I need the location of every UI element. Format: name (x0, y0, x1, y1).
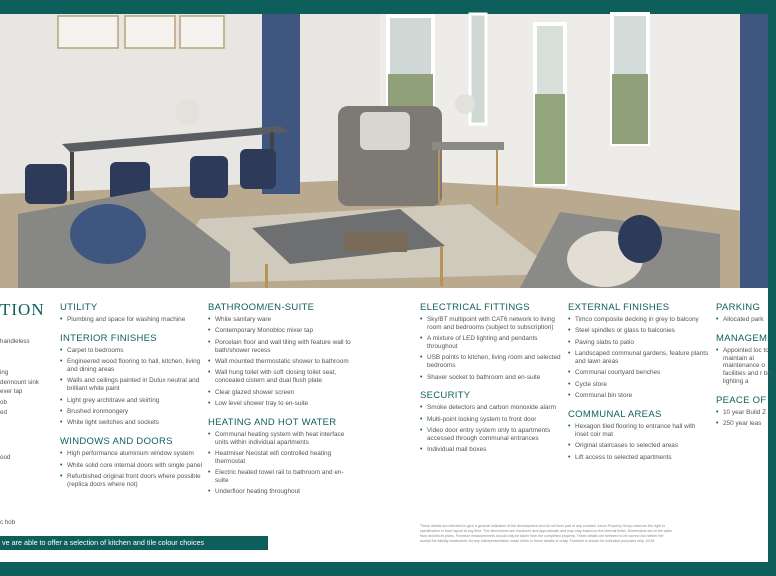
column-external (568, 302, 710, 465)
disclaimer (420, 524, 768, 544)
list-item: • A mixture of LED lighting and pendants throughout (420, 335, 562, 351)
list-item: • Heatmiser Neostat wifi controlled heating thermostat (208, 450, 354, 466)
list-electrical (420, 316, 562, 381)
list-communal (568, 423, 710, 461)
list-item: • Wall hung toilet with soft closing toilet seat, concealed cistern and dual flush plate (208, 369, 354, 385)
list-item: • Appointed loc to maintain al maintenance o facilities and r bin, lighting a (716, 347, 776, 386)
column-parking (716, 302, 775, 432)
list-item: • Porcelain floor and wall tiling with feature wall to bath/shower recess (208, 339, 354, 355)
list-item: • Communal bin store (568, 392, 710, 400)
list-item: • Multi-point locking system to front door (420, 416, 562, 424)
heading-electrical-fittings: ELECTRICAL FITTINGS (420, 302, 530, 313)
list-item: • Communal heating system with heat interface units within individual apartments (208, 431, 354, 447)
heading-bathroom-en-suite: BATHROOM/EN-SUITE (208, 302, 315, 313)
fragment-line: ing (0, 369, 9, 376)
list-item: • Walls and ceilings painted in Dulux neutral and brilliant white paint (60, 377, 202, 393)
list-item: • Low level shower tray to en-suite (208, 400, 354, 408)
list-item: • Wall mounted thermostatic shower to bathroom (208, 358, 354, 366)
list-item: • White light switches and sockets (60, 419, 202, 427)
list-external (568, 316, 710, 400)
heading-security: SECURITY (420, 390, 471, 402)
bottom-band (0, 562, 768, 576)
list-item: • Clear glazed shower screen (208, 389, 354, 397)
list-item: • High performance aluminium window system (60, 450, 202, 458)
list-item: • Electric heated towel rail to bathroom and en-suite (208, 469, 354, 485)
list-item: • Communal courtyard benches (568, 369, 710, 377)
list-heating (208, 431, 354, 496)
list-item: • Sky/BT multipoint with CAT6 network to living room and bedrooms (subject to subscription) (420, 316, 562, 332)
list-item: • Carpet to bedrooms (60, 347, 202, 355)
list-item: • Landscaped communal gardens, feature plants and lawn areas (568, 350, 710, 366)
list-management (716, 346, 775, 386)
heading-interior-finishes: INTERIOR FINISHES (60, 332, 157, 344)
heading-management: MANAGEME (716, 332, 774, 344)
room-illustration (0, 14, 768, 288)
list-item: • Original staircases to selected areas (568, 442, 710, 450)
list-item: • Timco composite decking in grey to balcony (568, 316, 710, 324)
fragment-line: ed (0, 409, 7, 416)
fragment-line: dermount sink (0, 379, 39, 386)
list-interior-finishes (60, 347, 202, 427)
room-illustration-graphic (0, 14, 768, 288)
list-item: • Steel spindles or glass to balconies (568, 327, 710, 335)
fragment-line: ob (0, 399, 7, 406)
fragment-line: handleless (0, 338, 30, 345)
heading-parking: PARKING (716, 302, 761, 313)
list-item: • 250 year leas (716, 420, 768, 428)
section-title: TION (0, 300, 45, 319)
list-item: • Paving slabs to patio (568, 339, 710, 347)
fragment-line: ood (0, 454, 11, 461)
disclaimer-line: These details are intended to give a general indication of the development and do not form part of any contract. Arcon Property Group reserves the right to (420, 524, 666, 528)
column-utility (60, 302, 202, 492)
top-band (0, 0, 768, 14)
list-item: • White solid core internal doors with single panel (60, 462, 202, 470)
fragment-line: ever tap (0, 388, 23, 395)
heading-communal-areas: COMMUNAL AREAS (568, 408, 662, 420)
list-item: • Allocated park (716, 316, 768, 324)
colour-choices-banner: ve are able to offer a selection of kitchen and tile colour choices (0, 536, 268, 550)
list-item: • Hexagon tiled flooring to entrance hall with inset coir mat (568, 423, 710, 439)
list-item: • Contemporary Monobloc mixer tap (208, 327, 354, 335)
list-item: • Video door entry system only to apartments accessed through communal entrances (420, 427, 562, 443)
heading-peace-of-mind: PEACE OF (716, 394, 767, 406)
list-item: • Underfloor heating throughout (208, 488, 354, 496)
list-item: • Individual mail boxes (420, 446, 562, 454)
fragment-line: c hob (0, 519, 16, 526)
list-windows-and-doors (60, 450, 202, 488)
disclaimer-line: from architect's plans. Furniture measurements should only be taken from the completed property. These details are believed to be correct but neither the (420, 534, 664, 538)
list-item: • Light grey architrave and skirting (60, 397, 202, 405)
list-item: • Plumbing and space for washing machine (60, 316, 202, 324)
list-item: • Shaver socket to bathroom and en-suite (420, 374, 562, 382)
list-item: • Engineered wood flooring to hall, kitchen, living and dining areas (60, 358, 202, 374)
disclaimer-line: accept the liability whatsoever for any misrepresentation made either in these details or orally. Furniture is shown for indicative purposes only. 10/18 (420, 539, 655, 543)
heading-external-finishes: EXTERNAL FINISHES (568, 302, 670, 313)
list-item: • Smoke detectors and carbon monoxide alarm (420, 404, 562, 412)
list-item: • USB points to kitchen, living room and selected bedrooms (420, 354, 562, 370)
list-item: • Cycle store (568, 381, 710, 389)
list-item: • 10 year Build Z (716, 409, 768, 417)
list-bathroom (208, 316, 354, 408)
column-electrical (420, 302, 562, 458)
list-item: • Brushed ironmongery (60, 408, 202, 416)
heading-heating-and-hot-water: HEATING AND HOT WATER (208, 416, 337, 428)
list-item: • Lift access to selected apartments (568, 454, 710, 462)
disclaimer-line: specification or from layout at any time. The dimensions are maximum and approximate and may vary based on the internal finish. Dimensions are to the walls (420, 529, 672, 533)
list-parking (716, 316, 768, 324)
list-peace-of-mind (716, 409, 768, 428)
heading-windows-and-doors: WINDOWS AND DOORS (60, 436, 173, 448)
list-security (420, 404, 562, 454)
list-item: • Refurbished original front doors where possible (replica doors where not) (60, 473, 202, 489)
list-item: • White sanitary ware (208, 316, 354, 324)
heading-utility: UTILITY (60, 302, 98, 313)
column-bathroom (208, 302, 354, 500)
specification-panel (0, 288, 775, 562)
list-utility (60, 316, 202, 324)
